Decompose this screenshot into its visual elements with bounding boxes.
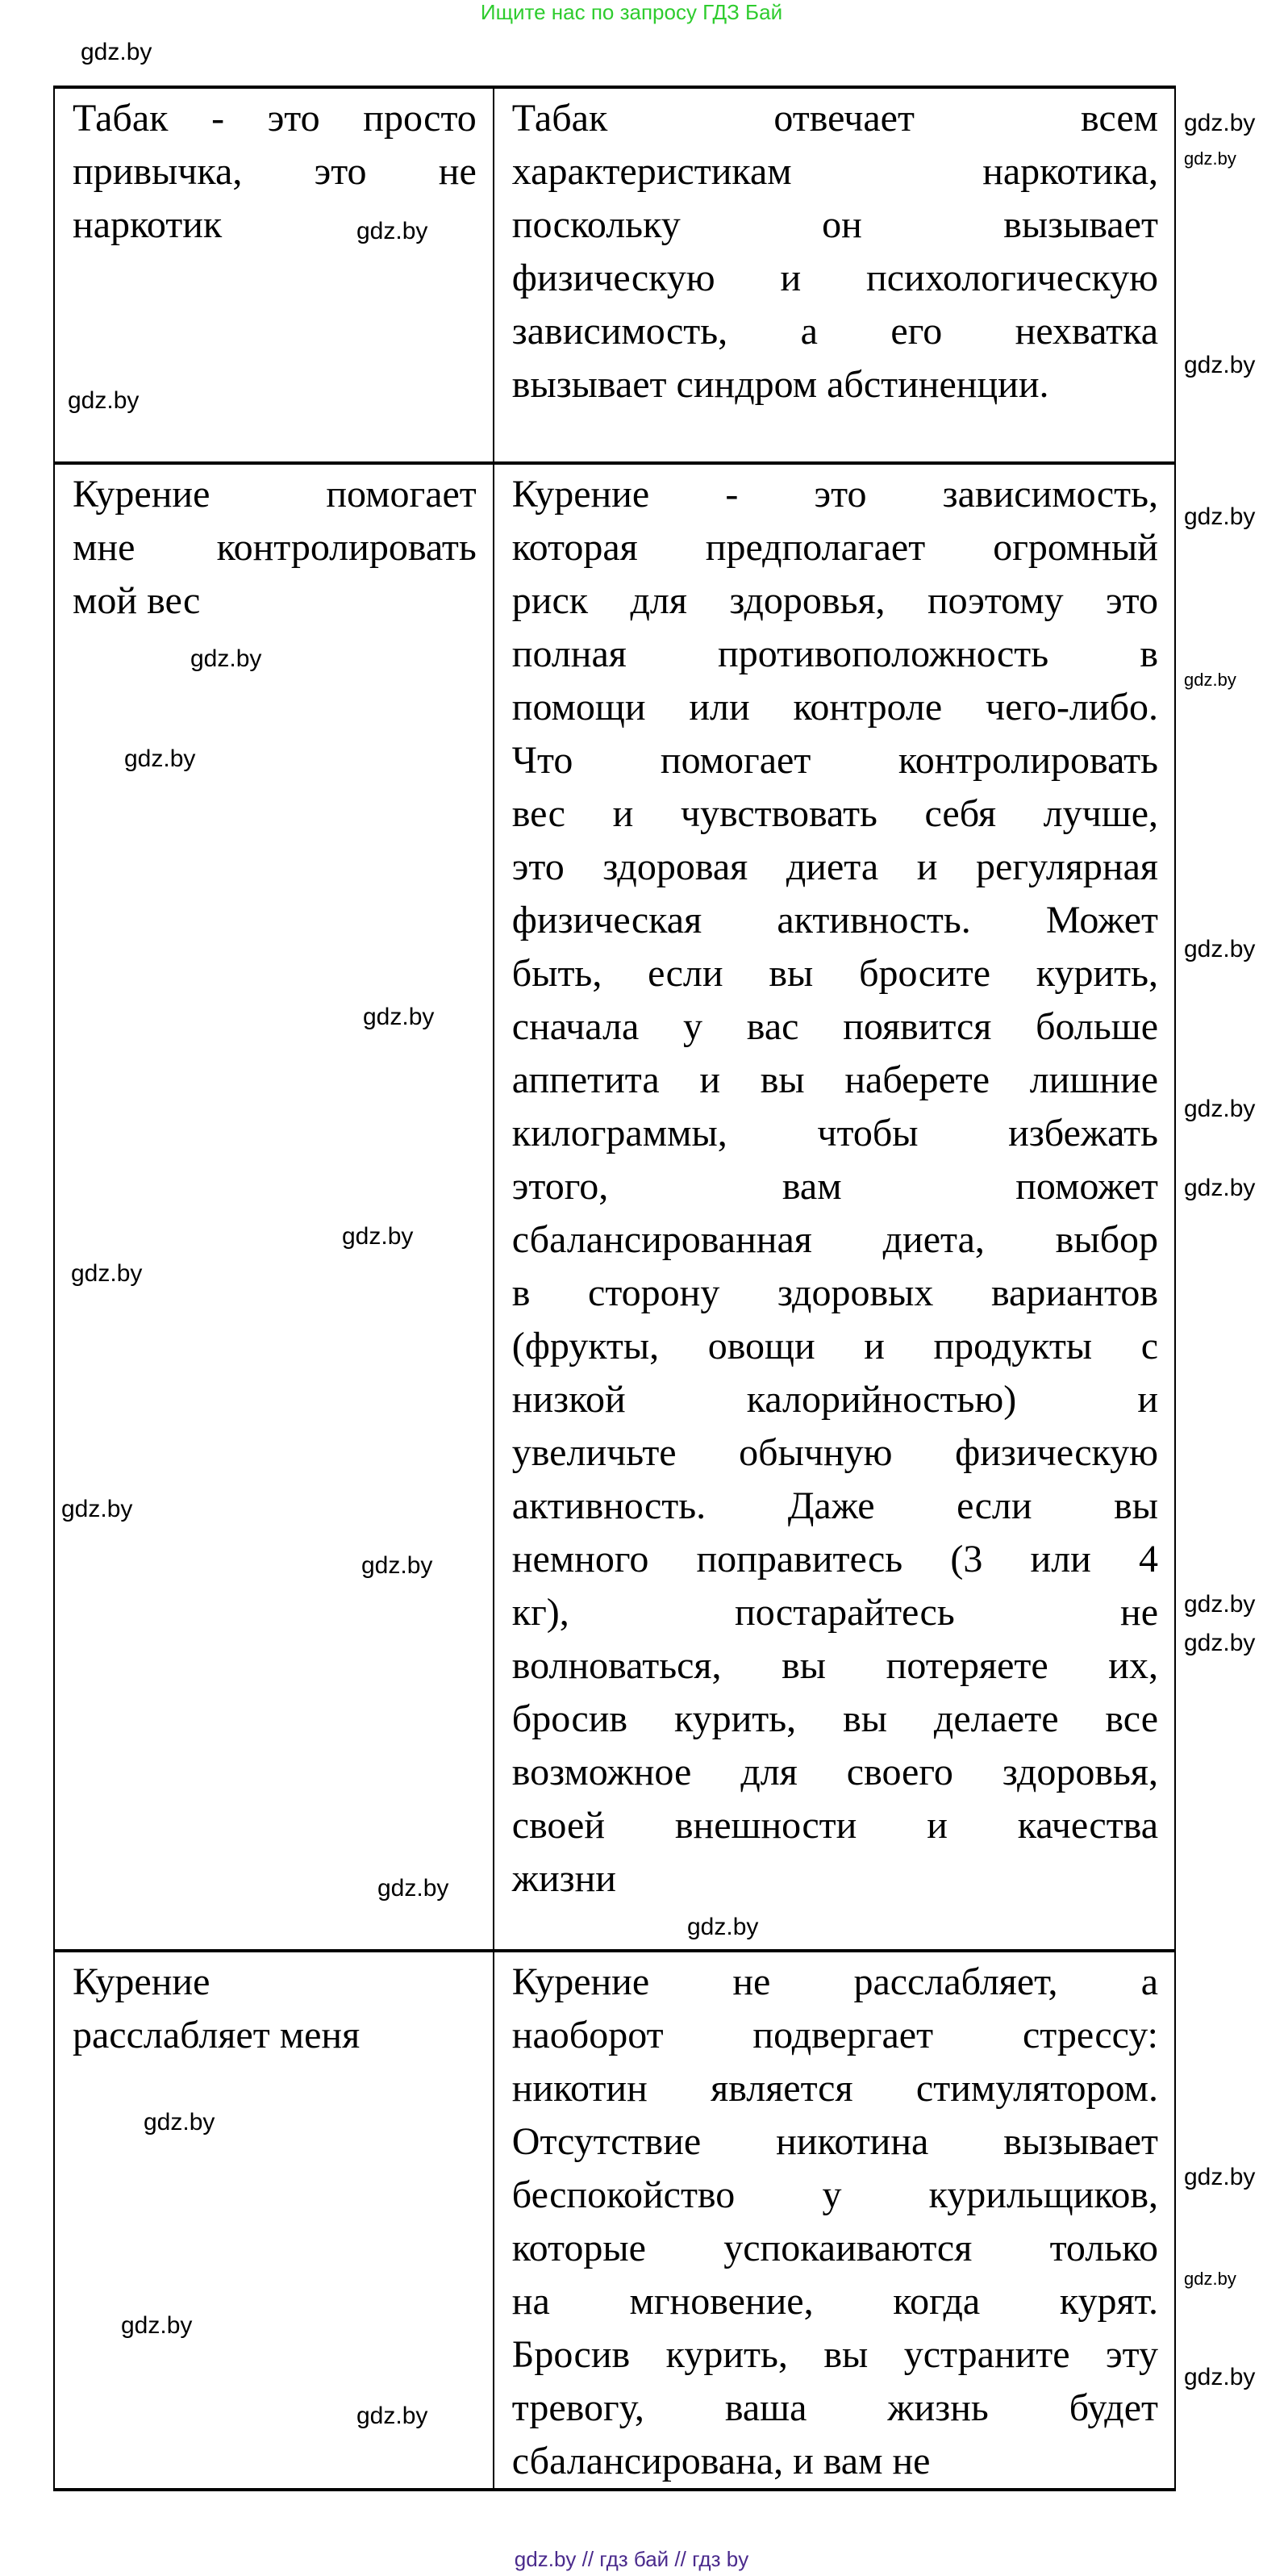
answer-cell: [494, 87, 1175, 463]
text-line: расслабляет меня: [73, 2014, 361, 2056]
watermark-text: gdz.by: [687, 1914, 759, 1940]
text-line: аппетита и вы наберете лишние: [511, 1058, 1158, 1101]
text-line: кг), постарайтесь не: [511, 1591, 1158, 1634]
text-line: физическую и психологическую: [511, 257, 1158, 299]
text-line: полная противоположность в: [511, 633, 1158, 675]
footer-links: gdz.by // гдз бай // гдз by: [514, 2547, 749, 2571]
watermark-text: gdz.by: [1184, 1591, 1256, 1618]
myth-cell: [54, 463, 494, 1951]
text-line: характеристикам наркотика,: [511, 150, 1158, 193]
myths-facts-table: [53, 86, 1176, 2491]
watermark-text: gdz.by: [1184, 936, 1256, 962]
text-line: Отсутствие никотина вызывает: [511, 2120, 1158, 2163]
watermark-text: gdz.by: [1184, 1096, 1256, 1122]
text-line: наркотик: [73, 203, 223, 246]
watermark-text: gdz.by: [377, 1875, 449, 1902]
text-line: этого, вам поможет: [511, 1165, 1158, 1208]
text-line: Бросив курить, вы устраните эту: [511, 2333, 1158, 2376]
text-line: Табак - это просто: [73, 97, 477, 140]
watermark-text: gdz.by: [356, 218, 428, 244]
watermark-text: gdz.by: [356, 2403, 428, 2429]
text-line: активность. Даже если вы: [511, 1484, 1158, 1527]
text-line: (фрукты, овощи и продукты с: [511, 1325, 1158, 1367]
watermark-text: gdz.by: [121, 2312, 193, 2339]
watermark-text: gdz.by: [68, 387, 140, 414]
watermark-text: gdz.by: [1184, 1175, 1256, 1201]
text-line: поскольку он вызывает: [511, 203, 1158, 246]
watermark-text: gdz.by: [1184, 110, 1256, 136]
text-line: быть, если вы бросите курить,: [511, 952, 1158, 995]
text-line: наоборот подвергает стрессу:: [511, 2014, 1158, 2056]
watermark-text: gdz.by: [361, 1552, 433, 1579]
text-line: Курение не расслабляет, а: [511, 1960, 1158, 2003]
text-line: беспокойство у курильщиков,: [511, 2173, 1158, 2216]
text-line: Курение: [73, 1960, 210, 2003]
text-line: вес и чувствовать себя лучше,: [511, 792, 1158, 835]
watermark-text: gdz.by: [144, 2109, 215, 2136]
text-line: которая предполагает огромный: [511, 526, 1158, 569]
watermark-text: gdz.by: [71, 1260, 143, 1287]
text-line: жизни: [511, 1857, 616, 1900]
watermark-text: gdz.by: [1184, 352, 1256, 378]
watermark-text: gdz.by: [1184, 148, 1236, 169]
watermark-text: gdz.by: [1184, 670, 1236, 690]
watermark-text: gdz.by: [342, 1223, 414, 1250]
table-row: [54, 1951, 1175, 2490]
text-line: никотин является стимулятором.: [511, 2067, 1158, 2110]
search-hint-banner: Ищите нас по запросу ГДЗ Бай: [480, 0, 783, 24]
watermark-text: gdz.by: [1184, 2364, 1256, 2390]
text-line: в сторону здоровых вариантов: [511, 1271, 1158, 1314]
watermark-text: gdz.by: [1184, 503, 1256, 530]
text-line: тревогу, ваша жизнь будет: [511, 2386, 1158, 2429]
answer-cell: [494, 463, 1175, 1951]
watermark-text: gdz.by: [1184, 2269, 1236, 2289]
text-line: Курение помогает: [73, 473, 477, 516]
text-line: сначала у вас появится больше: [511, 1005, 1158, 1048]
text-line: сбалансирована, и вам не: [511, 2440, 931, 2482]
text-line: которые успокаиваются только: [511, 2227, 1158, 2269]
text-line: мне контролировать: [73, 526, 477, 569]
text-line: бросив курить, вы делаете все: [511, 1697, 1158, 1740]
watermark-text: gdz.by: [61, 1496, 133, 1522]
answer-cell: [494, 1951, 1175, 2490]
text-line: увеличьте обычную физическую: [511, 1431, 1158, 1474]
text-line: Курение - это зависимость,: [511, 473, 1158, 516]
text-line: своей внешности и качества: [511, 1804, 1158, 1847]
text-line: риск для здоровья, поэтому это: [511, 579, 1158, 622]
text-line: волноваться, вы потеряете их,: [511, 1644, 1158, 1687]
text-line: физическая активность. Может: [511, 899, 1158, 941]
watermark-text: gdz.by: [1184, 1630, 1256, 1656]
watermark-text: gdz.by: [1184, 2164, 1256, 2190]
text-line: мой вес: [73, 579, 201, 622]
text-line: сбалансированная диета, выбор: [511, 1218, 1158, 1261]
watermark-text: gdz.by: [363, 1004, 435, 1030]
text-line: на мгновение, когда курят.: [511, 2280, 1158, 2323]
text-line: помощи или контроле чего-либо.: [511, 686, 1158, 729]
text-line: возможное для своего здоровья,: [511, 1751, 1158, 1793]
text-line: Что помогает контролировать: [511, 739, 1158, 782]
text-line: немного поправитесь (3 или 4: [511, 1538, 1158, 1580]
text-line: низкой калорийностью) и: [511, 1378, 1158, 1421]
table-row: [54, 87, 1175, 463]
watermark-text: gdz.by: [190, 645, 262, 672]
text-line: это здоровая диета и регулярная: [511, 845, 1158, 888]
text-line: килограммы, чтобы избежать: [511, 1112, 1158, 1154]
watermark-text: gdz.by: [124, 745, 196, 772]
watermark-text: gdz.by: [81, 39, 152, 65]
text-line: Табак отвечает всем: [511, 97, 1158, 140]
text-line: привычка, это не: [73, 150, 477, 193]
text-line: вызывает синдром абстиненции.: [511, 363, 1049, 406]
text-line: зависимость, а его нехватка: [511, 310, 1158, 353]
table-row: [54, 463, 1175, 1951]
